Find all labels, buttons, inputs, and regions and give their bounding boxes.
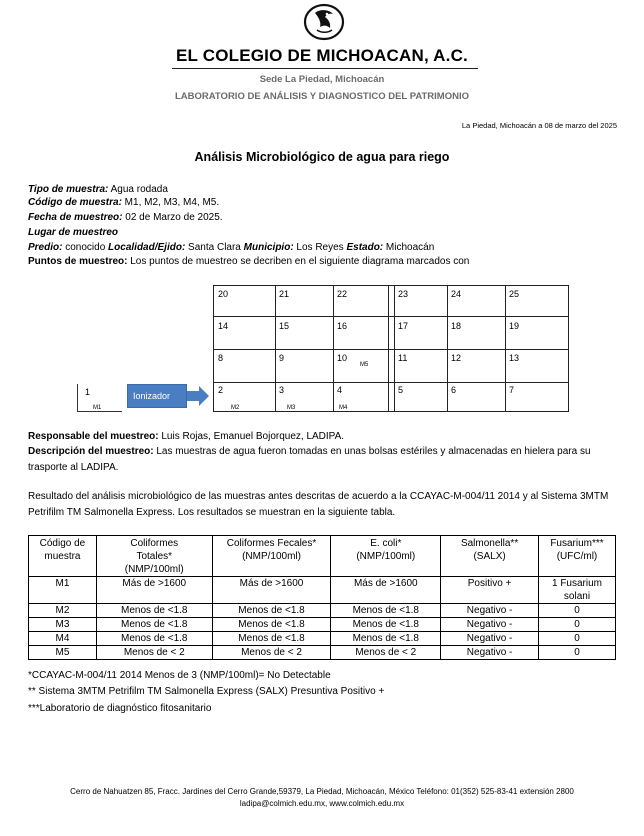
table-cell: 0 — [539, 604, 616, 618]
table-header-cell: E. coli* (NMP/100ml) — [331, 536, 441, 577]
field-fecha — [28, 212, 223, 223]
localidad-label: Localidad/Ejido: — [108, 242, 186, 253]
plot-number: 12 — [451, 353, 462, 363]
puntos-label: Puntos de muestreo: — [28, 256, 128, 267]
field-puntos — [28, 256, 469, 267]
table-cell: Menos de < 2 — [331, 646, 441, 660]
table-header-cell: Fusarium*** (UFC/ml) — [539, 536, 616, 577]
plot-number: 2 — [218, 385, 224, 395]
table-cell: Negativo - — [441, 618, 539, 632]
footnote: ** Sistema 3MTM Petrifilm TM Salmonella Express (SALX) Presuntiva Positivo + — [28, 686, 385, 697]
grid-divider — [214, 349, 568, 350]
plot-number: 16 — [337, 321, 348, 331]
table-cell: Más de >1600 — [96, 577, 212, 604]
codigo-value: M1, M2, M3, M4, M5. — [121, 197, 220, 208]
footnote: *CCAYAC-M-004/11 2014 Menos de 3 (NMP/100ml)= No Detectable — [28, 670, 331, 681]
plot-number: 19 — [509, 321, 520, 331]
table-cell: Menos de <1.8 — [212, 632, 331, 646]
marker-m4: M4 — [339, 405, 348, 411]
table-cell: 0 — [539, 646, 616, 660]
header-divider — [172, 68, 478, 69]
plot-number: 17 — [398, 321, 409, 331]
table-cell: 0 — [539, 632, 616, 646]
table-cell: Menos de <1.8 — [331, 618, 441, 632]
table-row — [29, 646, 616, 660]
table-cell: Negativo - — [441, 632, 539, 646]
table-cell: M2 — [29, 604, 97, 618]
table-cell: Menos de <1.8 — [331, 632, 441, 646]
table-row — [29, 632, 616, 646]
table-cell: M3 — [29, 618, 97, 632]
table-cell: 1 Fusarium solani — [539, 577, 616, 604]
table-cell: Menos de <1.8 — [331, 604, 441, 618]
field-lugar — [28, 227, 118, 238]
plot-number: 18 — [451, 321, 462, 331]
tipo-label: Tipo de muestra: — [28, 184, 109, 195]
estado-value: Michoacán — [383, 242, 435, 253]
table-cell: Negativo - — [441, 604, 539, 618]
plot-number: 7 — [509, 385, 515, 395]
plot-number: 8 — [218, 353, 224, 363]
table-row — [29, 604, 616, 618]
table-header-cell: Código de muestra — [29, 536, 97, 577]
plot-number: 9 — [279, 353, 285, 363]
plot-number: 25 — [509, 289, 520, 299]
marker-m2: M2 — [231, 405, 240, 411]
plot-number: 10 — [337, 353, 348, 363]
table-header-row — [29, 536, 616, 577]
plot-number: 3 — [279, 385, 285, 395]
plot-number: 20 — [218, 289, 229, 299]
document-title: Análisis Microbiológico de agua para riego — [194, 150, 450, 164]
plot-number: 21 — [279, 289, 290, 299]
plot-number: 23 — [398, 289, 409, 299]
predio-label: Predio: — [28, 242, 63, 253]
resultado-paragraph: Resultado del análisis microbiológico de las muestras antes descritas de acuerdo a la CCAYAC-M-004/11 2014 y al Sistema 3MTM Petrifilm TM Salmonella Express. Los resultados se muestran en la siguiente tabla. — [28, 491, 609, 518]
descripcion-paragraph — [28, 444, 620, 476]
puntos-value: Los puntos de muestreo se decriben en el siguiente diagrama marcados con — [127, 256, 470, 267]
table-cell: M1 — [29, 577, 97, 604]
plot-number: 15 — [279, 321, 290, 331]
fecha-value: 02 de Marzo de 2025. — [122, 212, 223, 223]
localidad-value: Santa Clara — [185, 242, 244, 253]
grid-divider — [214, 382, 568, 383]
predio-value: conocido — [62, 242, 109, 253]
grid-divider — [214, 316, 568, 317]
table-cell: Menos de <1.8 — [96, 604, 212, 618]
table-cell: Menos de <1.8 — [212, 604, 331, 618]
sampling-diagram — [213, 285, 569, 412]
plot-number: 11 — [398, 353, 408, 363]
marker-m3: M3 — [287, 405, 296, 411]
plot-number: 24 — [451, 289, 462, 299]
table-cell: M5 — [29, 646, 97, 660]
flow-arrow — [187, 391, 199, 401]
table-cell: M4 — [29, 632, 97, 646]
ionizer-box: Ionizador — [127, 384, 187, 408]
sede-subtitle: Sede La Piedad, Michoacán — [259, 74, 385, 85]
plot-number: 5 — [398, 385, 404, 395]
estado-label: Estado: — [346, 242, 384, 253]
lugar-label: Lugar de muestreo — [28, 227, 119, 238]
fecha-label: Fecha de muestreo: — [28, 212, 123, 223]
meter-number: 1 — [85, 387, 91, 397]
descripcion-label: Descripción del muestreo: — [28, 446, 154, 457]
municipio-value: Los Reyes — [293, 242, 347, 253]
table-cell: Más de >1600 — [212, 577, 331, 604]
institution-logo — [303, 3, 345, 41]
table-cell: Menos de <1.8 — [212, 618, 331, 632]
table-row — [29, 618, 616, 632]
responsable-line — [28, 429, 620, 445]
field-tipo — [28, 184, 168, 195]
table-cell: Menos de < 2 — [96, 646, 212, 660]
table-cell: Positivo + — [441, 577, 539, 604]
table-cell: Negativo - — [441, 646, 539, 660]
table-header-cell: Coliformes Fecales* (NMP/100ml) — [212, 536, 331, 577]
responsable-value: Luis Rojas, Emanuel Bojorquez, LADIPA. — [158, 431, 345, 442]
marker-m5: M5 — [360, 362, 369, 368]
table-header-cell: Coliformes Totales* (NMP/100ml) — [96, 536, 212, 577]
footer-address: Cerro de Nahuatzen 85, Fracc. Jardines del Cerro Grande,59379, La Piedad, Michoacán, México Teléfono: 01(352) 525-83-41 extensión 2800 — [70, 787, 574, 796]
field-predio — [28, 242, 434, 253]
table-row — [29, 577, 616, 604]
codigo-label: Código de muestra: — [28, 197, 122, 208]
plot-number: 13 — [509, 353, 520, 363]
flow-arrow-head — [199, 386, 209, 406]
plot-number: 6 — [451, 385, 457, 395]
responsable-label: Responsable del muestreo: — [28, 431, 159, 442]
plot-number: 22 — [337, 289, 348, 299]
footer-contact: ladipa@colmich.edu.mx, www.colmich.edu.mx — [239, 799, 405, 808]
table-cell: 0 — [539, 618, 616, 632]
tipo-value: Agua rodada — [108, 184, 168, 195]
municipio-label: Municipio: — [243, 242, 294, 253]
institution-name: EL COLEGIO DE MICHOACAN, A.C. — [176, 46, 468, 65]
plot-number: 4 — [337, 385, 343, 395]
table-cell: Menos de <1.8 — [96, 618, 212, 632]
table-cell: Menos de < 2 — [212, 646, 331, 660]
results-table — [28, 535, 616, 660]
table-cell: Menos de <1.8 — [96, 632, 212, 646]
table-header-cell: Salmonella** (SALX) — [441, 536, 539, 577]
laboratory-name: LABORATORIO DE ANÁLISIS Y DIAGNOSTICO DEL PATRIMONIO — [175, 91, 469, 102]
table-cell: Más de >1600 — [331, 577, 441, 604]
field-codigo — [28, 197, 219, 208]
place-date: La Piedad, Michoacán a 08 de marzo del 2025 — [461, 121, 617, 130]
descripcion-value: Las muestras de agua fueron tomadas en unas bolsas estériles y almacenadas en hielera para su trasporte al LADIPA. — [28, 446, 591, 473]
plot-number: 14 — [218, 321, 229, 331]
marker-m1: M1 — [93, 405, 102, 411]
footnote: ***Laboratorio de diagnóstico fitosanitario — [28, 703, 212, 714]
